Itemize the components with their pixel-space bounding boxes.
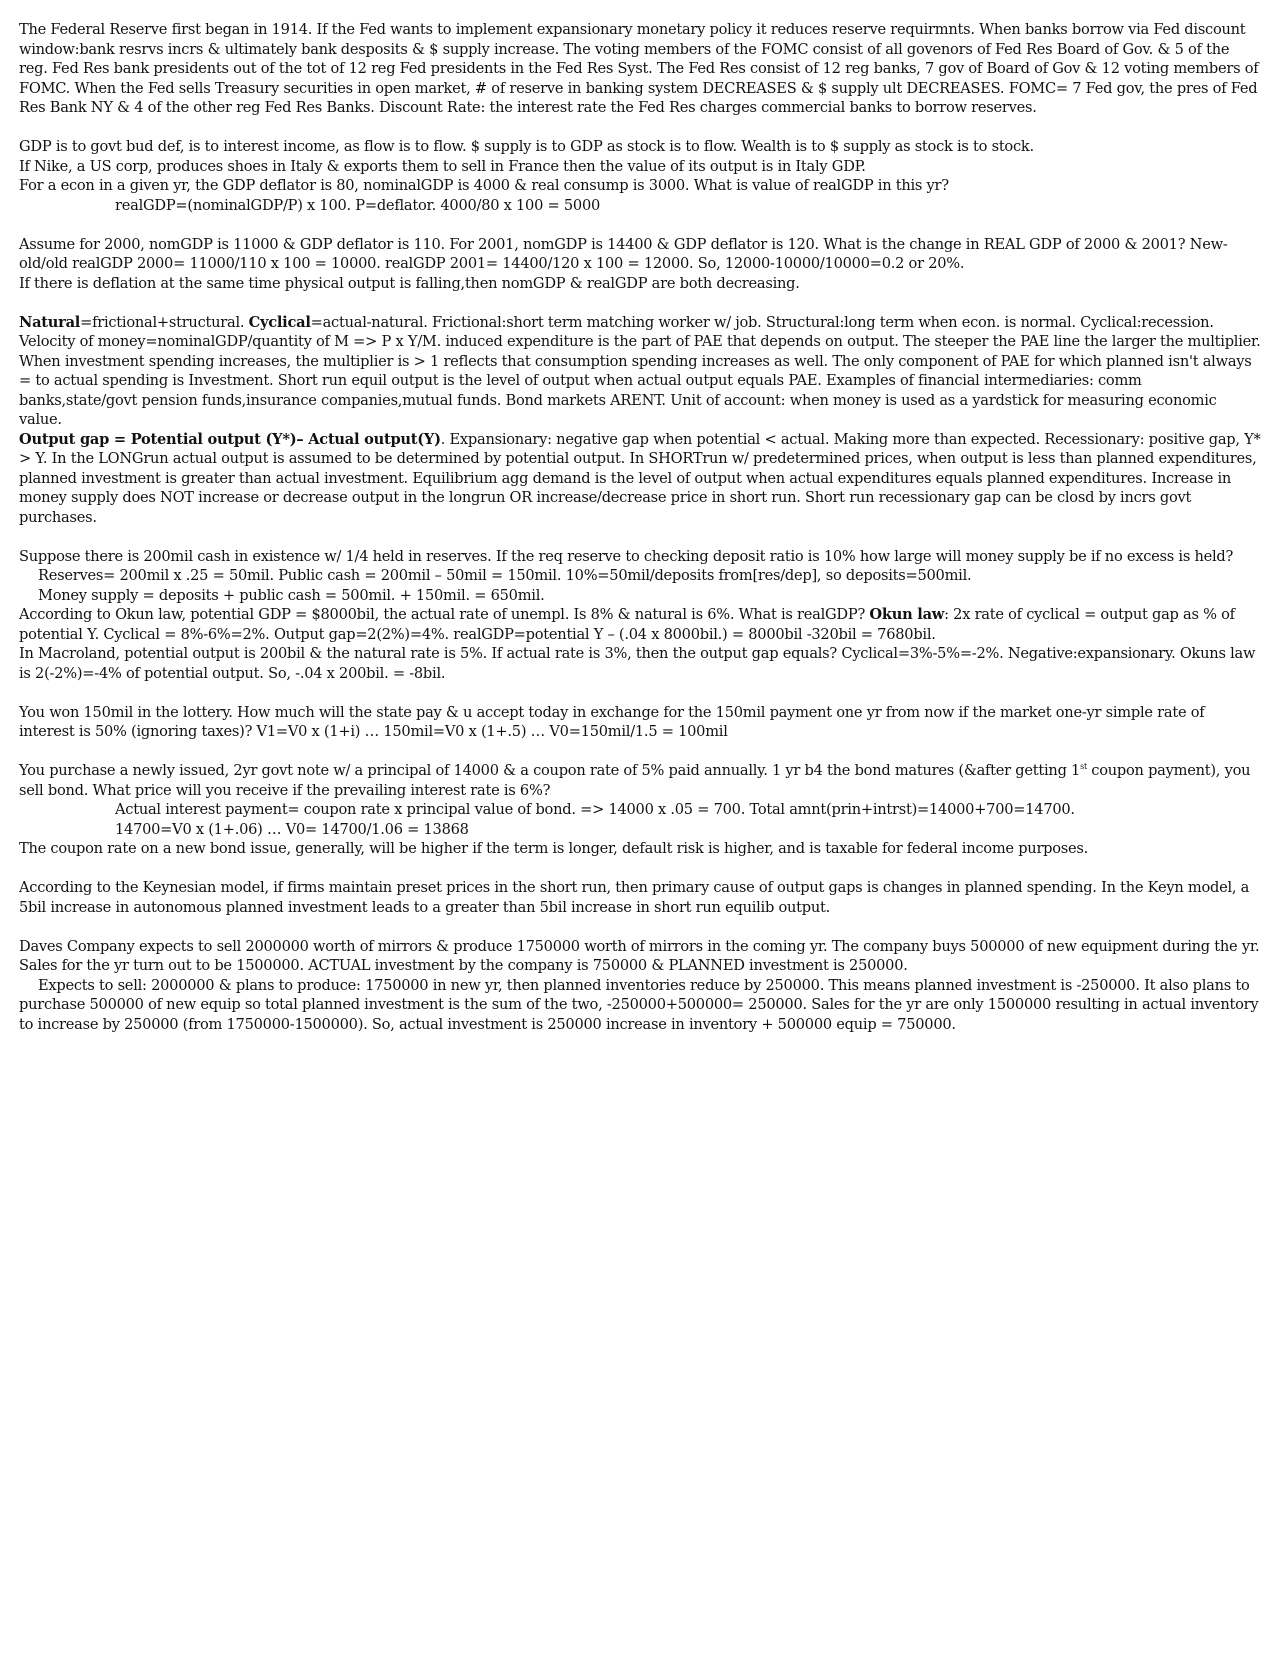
output-gap-label: Output gap = Potential output (Y*)– Actual output(Y) [19,430,441,448]
cyclical-label: Cyclical [248,313,311,331]
cyclical-text: =actual-natural. Frictional:short term matching worker w/ job. Structural:long term when econ. is normal. Cyclical:recession. Velocity of money=nominalGDP/quantity of M => P x Y/M. induced expenditure is the part of PAE that depends on output. The steeper the PAE line the larger the multiplier. When investment spending increases, the multiplier is > 1 reflects that consumption spending increases as well. The only component of PAE for which planned isn't always = to actual spending is Investment. Short run equil output is the level of output when actual output equals PAE. Examples of financial intermediaries: comm banks,state/govt pension funds,insurance companies,mutual funds. Bond markets ARENT. Unit of account: when money is used as a yardstick for measuring economic value. [19,313,1261,428]
paragraph-daves-company [19,937,1261,1035]
paragraph-federal-reserve: The Federal Reserve first began in 1914. If the Fed wants to implement expansionary monetary policy it reduces reserve requirmnts. When banks borrow via Fed discount window:bank resrvs incrs & ultimately bank desposits & $ supply increase. The voting members of the FOMC consist of all govenors of Fed Res Board of Gov. & 5 of the reg. Fed Res bank presidents out of the tot of 12 reg Fed presidents in the Fed Res Syst. The Fed Res consist of 12 reg banks, 7 gov of Board of Gov & 12 voting members of FOMC. When the Fed sells Treasury securities in open market, # of reserve in banking system DECREASES & $ supply ult DECREASES. FOMC= 7 Fed gov, the pres of Fed Res Bank NY & 4 of the other reg Fed Res Banks. Discount Rate: the interest rate the Fed Res charges commercial banks to borrow reserves. [19,21,1259,116]
reserves-calculation: Reserves= 200mil x .25 = 50mil. Public cash = 200mil – 50mil = 150mil. 10%=50mil/deposits from[res/dep], so deposits=500mil. [38,567,972,584]
interest-payment-line: Actual interest payment= coupon rate x principal value of bond. => 14000 x .05 = 700. Total amnt(prin+intrst)=14000+700=14700. [115,801,1075,818]
deflation-line: If there is deflation at the same time physical output is falling,then nomGDP & realGDP are both decreasing. [19,274,800,292]
paragraph-gdp-basics [19,137,1261,215]
ordinal-suffix: st [1080,762,1087,772]
bond-question-post: coupon payment), you sell bond. What price will you receive if the prevailing interest rate is 6%? [19,762,1251,799]
nike-line: If Nike, a US corp, produces shoes in Italy & exports them to sell in France then the value of its output is in Italy GDP. [19,157,866,175]
okun-law-question [19,605,1261,644]
gdp-flow-stock-line: GDP is to govt bud def, is to interest income, as flow is to flow. $ supply is to GDP as stock is to flow. Wealth is to $ supply as stock is to stock. [19,138,1034,155]
paragraph-lottery: You won 150mil in the lottery. How much will the state pay & u accept today in exchange for the 150mil payment one yr from now if the market one-yr simple rate of interest is 50% (ignoring taxes)? V1=V0 x (1+i) … 150mil=V0 x (1+.5) … V0=150mil/1.5 = 100mil [19,703,1205,740]
coupon-rate-line: The coupon rate on a new bond issue, generally, will be higher if the term is longer, default risk is higher, and is taxable for federal income purposes. [19,840,1089,857]
natural-label: Natural [19,313,81,331]
macroland-question: In Macroland, potential output is 200bil & the natural rate is 5%. If actual rate is 3%, then the output gap equals? Cyclical=3%-5%=-2%. Negative:expansionary. Okuns law is 2(-2%)=-4% of potential output. So, -.04 x 200bil. = -8bil. [19,645,1256,682]
output-gap-text: . Expansionary: negative gap when potential < actual. Making more than expected. Recessionary: positive gap, Y* > Y. In the LONGrun actual output is assumed to be determined by potential output. In SHORTrun w/ predetermined prices, when output is less than planned expenditures, planned investment is greater than actual investment. Equilibrium agg demand is the level of output when actual expenditures equals planned expenditures. Increase in money supply does NOT increase or decrease output in the longrun OR increase/decrease price in short run. Short run recessionary gap can be closd by incrs govt purchases. [19,430,1261,526]
paragraph-bond [19,761,1261,859]
realgdp-change-text: Assume for 2000, nomGDP is 11000 & GDP deflator is 110. For 2001, nomGDP is 14400 & GDP deflator is 120. What is the change in REAL GDP of 2000 & 2001? New-old/old realGDP 2000= 11000/110 x 100 = 10000. realGDP 2001= 14400/120 x 100 = 12000. So, 12000-10000/10000=0.2 or 20%. [19,235,1228,272]
money-supply-calculation: Money supply = deposits + public cash = 500mil. + 150mil. = 650mil. [38,586,545,604]
paragraph-unemployment-and-output-gap [19,313,1261,528]
money-supply-question: Suppose there is 200mil cash in existence w/ 1/4 held in reserves. If the req reserve to checking deposit ratio is 10% how large will money supply be if no excess is held? [19,547,1234,565]
paragraph-money-supply-okun [19,547,1261,684]
okun-law-label: Okun law [869,606,945,623]
deflator-question-line: For a econ in a given yr, the GDP deflator is 80, nominalGDP is 4000 & real consump is 3000. What is value of realGDP in this yr? [19,177,949,194]
okun-law-pre: According to Okun law, potential GDP = $8000bil, the actual rate of unempl. Is 8% & natural is 6%. What is realGDP? [19,606,870,623]
paragraph-keynesian: According to the Keynesian model, if firms maintain preset prices in the short run, then primary cause of output gaps is changes in planned spending. In the Keyn model, a 5bil increase in autonomous planned investment leads to a greater than 5bil increase in short run equilib output. [19,879,1250,916]
realgdp-formula-line: realGDP=(nominalGDP/P) x 100. P=deflator. 4000/80 x 100 = 5000 [115,196,601,214]
bond-price-line: 14700=V0 x (1+.06) … V0= 14700/1.06 = 13868 [115,820,469,838]
daves-company-explanation: Expects to sell: 2000000 & plans to produce: 1750000 in new yr, then planned inventories reduce by 250000. This means planned investment is -250000. It also plans to purchase 500000 of new equip so total planned investment is the sum of the two, -250000+500000= 250000. Sales for the yr are only 1500000 resulting in actual inventory to increase by 250000 (from 1750000-1500000). So, actual investment is 250000 increase in inventory + 500000 equip = 750000. [19,976,1259,1033]
natural-text: =frictional+structural. [80,313,249,331]
bond-question [19,761,1261,800]
paragraph-realgdp-change [19,235,1261,294]
daves-company-question: Daves Company expects to sell 2000000 worth of mirrors & produce 1750000 worth of mirrors in the coming yr. The company buys 500000 of new equipment during the yr. Sales for the yr turn out to be 1500000. ACTUAL investment by the company is 750000 & PLANNED investment is 250000. [19,937,1260,974]
okun-law-post: : 2x rate of cyclical = output gap as % of potential Y. Cyclical = 8%-6%=2%. Output gap=2(2%)=4%. realGDP=potential Y – (.04 x 8000bil.) = 8000bil -320bil = 7680bil. [19,606,1235,643]
bond-question-pre: You purchase a newly issued, 2yr govt note w/ a principal of 14000 & a coupon rate of 5% paid annually. 1 yr b4 the bond matures (&after getting 1 [19,762,1081,779]
